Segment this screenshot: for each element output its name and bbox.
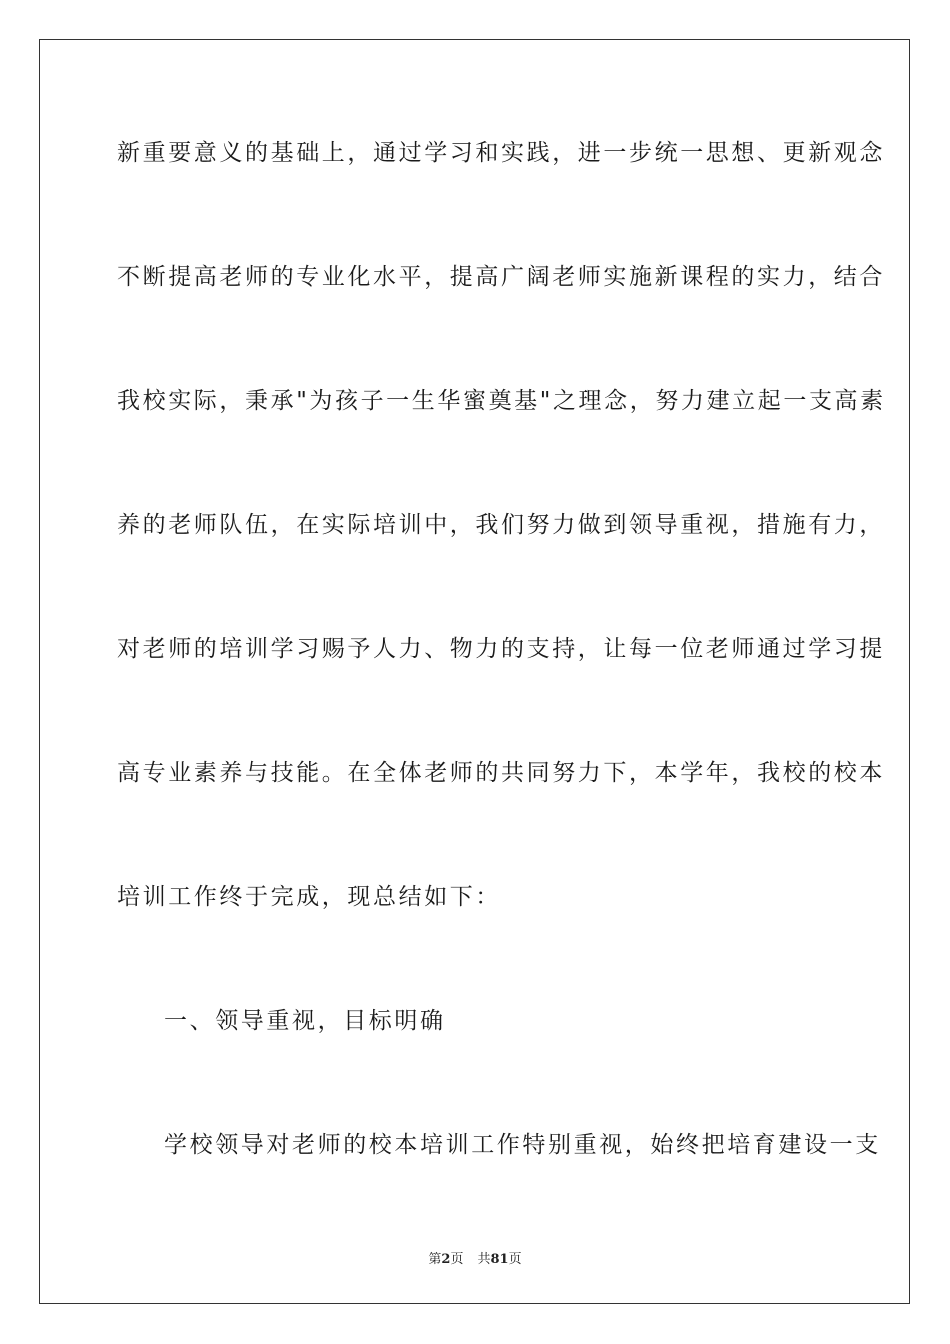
body-text-line: 对老师的培训学习赐予人力、物力的支持，让每一位老师通过学习提 (117, 636, 885, 662)
total-pages: 81 (490, 1252, 509, 1267)
body-text-line: 不断提高老师的专业化水平，提高广阔老师实施新课程的实力，结合 (117, 264, 885, 290)
page-footer (0, 1248, 950, 1267)
section-heading: 一、领导重视，目标明确 (164, 1008, 446, 1034)
page-number: 2 (441, 1252, 451, 1267)
body-text-line: 我校实际，秉承"为孩子一生华蜜奠基"之理念，努力建立起一支高素 (117, 388, 886, 414)
page-prefix: 第 (428, 1252, 442, 1267)
body-text-line: 新重要意义的基础上，通过学习和实践，进一步统一思想、更新观念 (117, 140, 885, 166)
body-text-line: 养的老师队伍，在实际培训中，我们努力做到领导重视，措施有力， (117, 512, 885, 538)
body-text-line: 学校领导对老师的校本培训工作特别重视，始终把培育建设一支 (164, 1132, 881, 1158)
total-suffix: 页 (508, 1252, 522, 1267)
page-suffix: 页 (450, 1252, 464, 1267)
body-text-line: 高专业素养与技能。在全体老师的共同努力下，本学年，我校的校本 (117, 760, 885, 786)
body-text-line: 培训工作终于完成，现总结如下： (117, 884, 501, 910)
page-border (39, 39, 910, 1304)
total-prefix: 共 (477, 1252, 491, 1267)
